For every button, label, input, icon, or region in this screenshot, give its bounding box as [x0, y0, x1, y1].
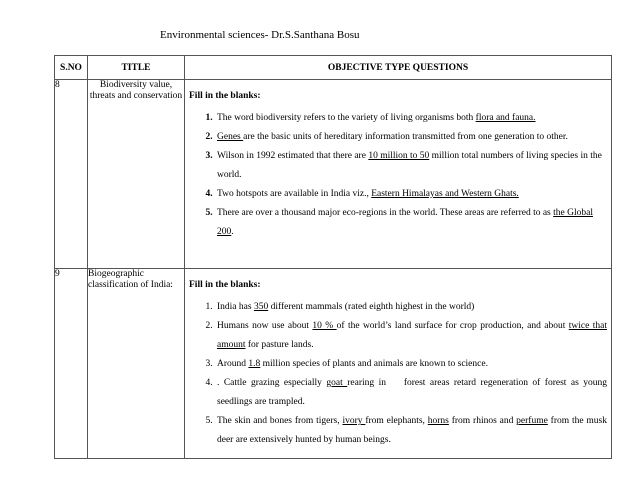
answer-blank: twice that amount — [217, 321, 607, 350]
answer-blank: ivory — [342, 416, 366, 426]
row-sno: 9 — [55, 269, 88, 459]
question-item: 1. The word biodiversity refers to the variety of living organisms both flora and fauna. — [215, 109, 611, 128]
row-sno: 8 — [55, 80, 88, 269]
question-item: 4. . Cattle grazing especially goat rearing in forest areas retard regeneration of forest as young seedlings are trampled. — [215, 374, 611, 412]
questions-table — [54, 55, 612, 459]
row-title: Biodiversity value, threats and conservation — [88, 80, 185, 269]
row-questions — [185, 80, 612, 269]
answer-blank: 10 % — [312, 321, 337, 331]
questions-column-header: OBJECTIVE TYPE QUESTIONS — [185, 56, 612, 80]
row-instruction: Fill in the blanks: — [189, 280, 261, 290]
question-item: 3. Around 1.8 million species of plants and animals are known to science. — [215, 355, 611, 374]
answer-blank: 10 million to 50 — [368, 151, 430, 161]
table-header-row — [55, 56, 612, 80]
answer-blank: 1.8 — [248, 359, 261, 369]
question-item: 1. India has 350 different mammals (rated eighth highest in the world) — [215, 298, 611, 317]
answer-blank: Genes — [217, 132, 244, 142]
sno-column-header: S.NO — [55, 56, 88, 80]
question-list — [185, 298, 611, 450]
answer-blank: goat — [326, 378, 348, 388]
answer-blank: the Global 200 — [217, 208, 593, 237]
answer-blank: flora and fauna. — [475, 113, 536, 123]
answer-blank: 350 — [253, 302, 269, 312]
row-title: Biogeographic classification of India: — [88, 269, 185, 459]
question-item: 2. Humans now use about 10 % of the world’s land surface for crop production, and about twice that amount for pasture lands. — [215, 317, 611, 355]
page-header: Environmental sciences- Dr.S.Santhana Bosu — [160, 29, 360, 41]
answer-blank: Eastern Himalayas and Western Ghats. — [371, 189, 519, 199]
question-item: 4. Two hotspots are available in India viz., Eastern Himalayas and Western Ghats. — [215, 185, 611, 204]
question-list — [185, 109, 611, 242]
question-item: 5. There are over a thousand major eco-regions in the world. These areas are referred to as the Global 200. — [215, 204, 611, 242]
question-item: 2. Genes are the basic units of hereditary information transmitted from one generation to other. — [215, 128, 611, 147]
row-questions — [185, 269, 612, 459]
question-item: 3. Wilson in 1992 estimated that there are 10 million to 50 million total numbers of living species in the world. — [215, 147, 611, 185]
title-column-header: TITLE — [88, 56, 185, 80]
table-row — [55, 80, 612, 269]
row-instruction: Fill in the blanks: — [189, 91, 261, 101]
answer-blank: horns — [427, 416, 449, 426]
question-item: 5. The skin and bones from tigers, ivory from elephants, horns from rhinos and perfume from the musk deer are extensively hunted by human beings. — [215, 412, 611, 450]
table-row — [55, 269, 612, 459]
answer-blank: perfume — [516, 416, 548, 426]
